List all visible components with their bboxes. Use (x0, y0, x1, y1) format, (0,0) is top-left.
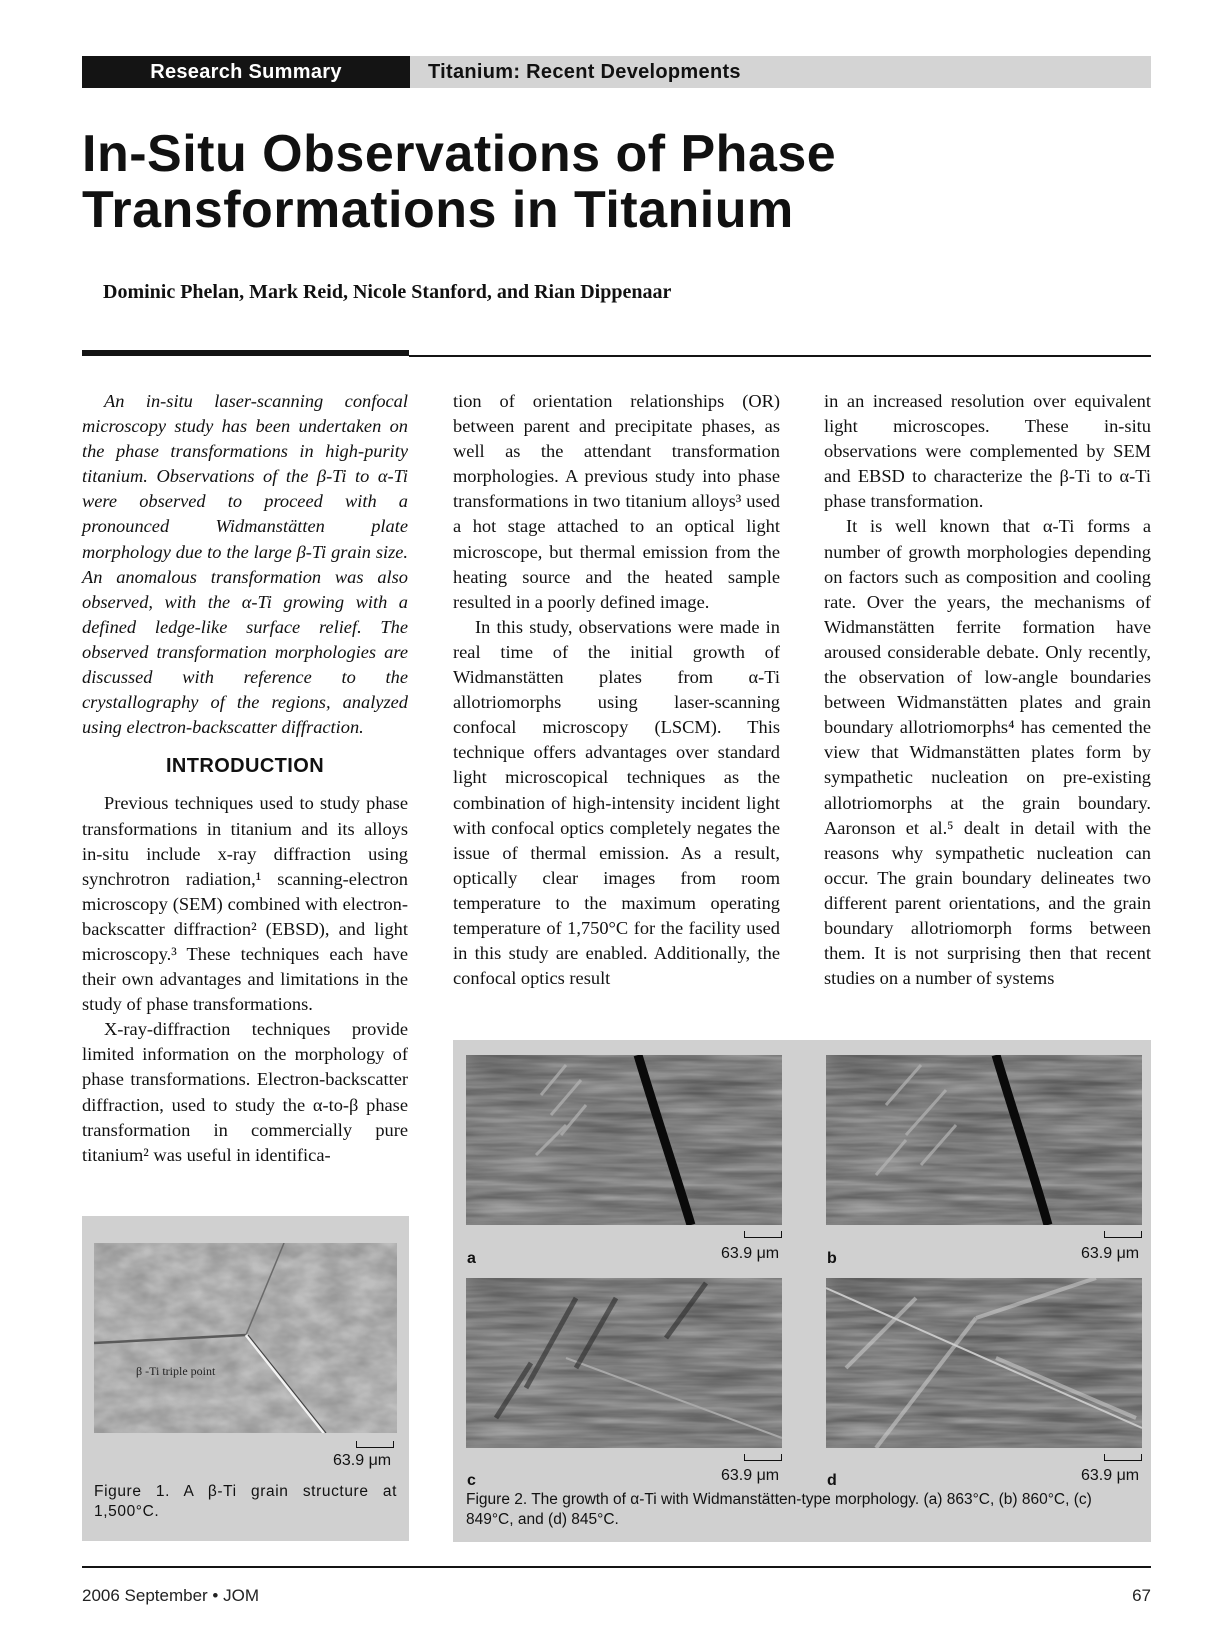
scale-bar (356, 1441, 394, 1448)
scale-bar (1104, 1231, 1142, 1238)
figure-2-panel-c (466, 1278, 782, 1448)
title-rule-thick (82, 350, 409, 356)
paragraph: X-ray-diffraction techniques provide limited information on the morphology of phase transformations. Electron-backscatter diffraction, used to study the α-to-β phase transformation in commercially pure titanium² was useful in identifica- (82, 1019, 408, 1165)
abstract: An in-situ laser-scanning confocal microscopy study has been undertaken on the phase transformations in high-purity titanium. Observations of the β-Ti to α-Ti were observed to proceed with a pronounced Widmanstätten plate morphology due to the large β-Ti grain size. An anomalous transformation was also observed, with the α-Ti growing with a defined ledge-like surface relief. The observed transformation morphologies are discussed with reference to the crystallography of the regions, analyzed using electron-backscatter diffraction. (82, 391, 408, 738)
panel-label: d (827, 1472, 837, 1489)
scale-bar (744, 1231, 782, 1238)
paragraph: Previous techniques used to study phase transformations in titanium and its alloys in-situ include x-ray diffraction using synchrotron radiation,¹ scanning-electron microscopy (SEM) combined with electron-backscatter diffraction² (EBSD), and light microscopy.³ These techniques each have their own advantages and limitations in the study of phase transformations. (82, 793, 408, 1015)
figure-1-micrograph (94, 1243, 397, 1433)
figure-2-caption: Figure 2. The growth of α-Ti with Widmanstätten-type morphology. (a) 863°C, (b) 860°C, (c) 849°C, and (d) 845°C. (466, 1491, 1092, 1528)
topic-label: Titanium: Recent Developments (428, 61, 741, 83)
scale-bar (1104, 1454, 1142, 1461)
figure-2-panel-b (826, 1055, 1142, 1225)
figure-2-panel-d (826, 1278, 1142, 1448)
paragraph: tion of orientation relationships (OR) between parent and precipitate phases, as well as the attendant transformation morphologies. A previous study into phase transformations in two titanium alloys³ used a hot stage attached to an optical light microscope, but thermal emission from the heating source and the heated sample resulted in a poorly defined image. (453, 391, 780, 612)
figure-2-panel-a (466, 1055, 782, 1225)
scale-label: 63.9 μm (1081, 1467, 1140, 1484)
panel-label: a (467, 1250, 476, 1267)
paragraph: In this study, observations were made in real time of the initial growth of Widmanstätten plates from α-Ti allotriomorphs using laser-scanning confocal microscopy (LSCM). This technique offers advantages over standard light microscopical techniques as the combination of high-intensity incident light with confocal optics completely negates the issue of thermal emission. As a result, optically clear images from room temperature to the maximum operating temperature of 1,750°C for the facility used in this study are enabled. Additionally, the confocal optics result (453, 616, 780, 989)
scale-label: 63.9 μm (333, 1452, 392, 1469)
text-column-3 (824, 389, 1151, 991)
paragraph: It is well known that α-Ti forms a number of growth morphologies depending on factors such as composition and cooling rate. Over the years, the mechanisms of Widmanstätten ferrite formation have aroused considerable debate. Only recently, the observation of low-angle boundaries between Widmanstätten plates and grain boundary allotriomorphs⁴ has cemented the view that Widmanstätten plates form by sympathetic nucleation on pre-existing allotriomorphs at the grain boundary. Aaronson et al.⁵ dealt in detail with the reasons why sympathetic nucleation can occur. The grain boundary delineates two different parent orientations, and the grain boundary allotriomorph forms between them. It is not surprising then that recent studies on a number of systems (824, 516, 1151, 989)
page-number: 67 (1132, 1586, 1151, 1605)
panel-label: c (467, 1472, 476, 1489)
paragraph: in an increased resolution over equivalent light microscopes. These in-situ observations were complemented by SEM and EBSD to characterize the β-Ti to α-Ti phase transformation. (824, 391, 1151, 512)
section-label: Research Summary (150, 61, 342, 83)
title-rule-thin (409, 355, 1151, 357)
journal-issue: 2006 September • JOM (82, 1586, 259, 1605)
footer-rule (82, 1566, 1151, 1568)
article-title: In-Situ Observations of Phase Transformations in Titanium (82, 125, 837, 239)
scale-label: 63.9 μm (721, 1467, 780, 1484)
figure-1-caption: Figure 1. A β-Ti grain structure at 1,500°C. (94, 1483, 397, 1520)
scale-label: 63.9 μm (721, 1245, 780, 1262)
triple-point-label: β -Ti triple point (136, 1364, 216, 1378)
article-authors: Dominic Phelan, Mark Reid, Nicole Stanford, and Rian Dippenaar (103, 281, 672, 303)
scale-bar (744, 1454, 782, 1461)
scale-label: 63.9 μm (1081, 1245, 1140, 1262)
text-column-1 (82, 389, 408, 1168)
section-heading: INTRODUCTION (165, 755, 325, 778)
text-column-2 (453, 389, 780, 991)
panel-label: b (827, 1250, 837, 1267)
